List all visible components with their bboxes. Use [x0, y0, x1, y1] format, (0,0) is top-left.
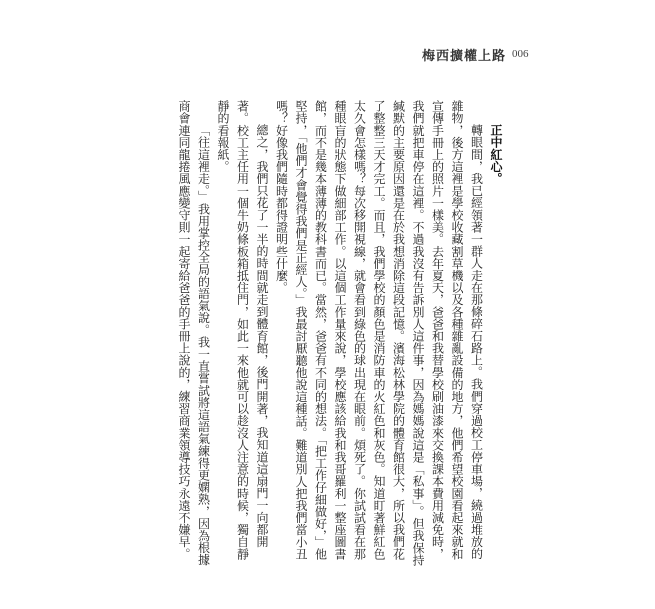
page-number: 006	[512, 48, 529, 60]
text-column: 堅持，「他們才會覺得我們是正經人。」我最討厭聽他說這種話。難道別人把我們當小丑	[294, 100, 308, 560]
text-column: 雜物，後方這裡是學校收藏割草機以及各種雜亂設備的地方，他們希望校園看起來就和	[450, 100, 464, 560]
text-column: 嗎？好像我們隨時都得證明些什麼。	[274, 100, 289, 294]
body-text	[174, 100, 506, 570]
text-column: 總之，我們只花了一半的時間就走到體育館，後門開著，我知道這扇門一向都開	[255, 124, 269, 548]
text-column: 館，而不是幾本薄薄的教科書而已。當然，爸爸有不同的想法。「把工作仔細做好，」他	[313, 100, 328, 560]
text-column: 宣傳手冊上的照片一樣美。去年夏天，爸爸和我替學校刷油漆來交換課本費用減免時，	[430, 100, 445, 560]
text-column: 了整整三天才完工。而且，我們學校的顏色是消防車的火紅色和灰色。知道盯著鮮紅色	[372, 100, 386, 560]
running-header	[422, 45, 529, 63]
text-column: 商會連同龍捲風應變守則一起寄給爸爸的手冊上說的，練習商業領導技巧永遠不嫌早。	[177, 100, 191, 560]
text-column: 著。校工主任用一個牛奶條板箱抵住門，如此一來他就可以趁沒人注意的時候，獨自靜	[235, 100, 250, 560]
text-column: 我們就把車停在這裡。不過我沒有告訴別人這件事，因為媽媽說這是「私事」。但我保持	[411, 100, 425, 566]
text-column: 太久會怎樣嗎？每次移開視線，就會看到綠色的球出現在眼前。煩死了。你試試看在那	[352, 100, 367, 560]
text-column: 緘默的主要原因還是在於我想消除這段記憶。濱海松林學院的體育館很大，所以我們花	[391, 100, 406, 560]
text-column: 種眼盲的狀態下做細部工作。以這個工作量來說，學校應該給我和我哥羅利一整座圖書	[333, 100, 347, 560]
text-column: 轉眼間，我已經領著一群人走在那條碎石路上。我們穿過校工停車場，繞過堆放的	[469, 124, 484, 560]
text-column: 靜的看報紙。	[216, 100, 230, 173]
book-title: 梅西擴權上路	[422, 48, 507, 64]
text-column: 正中紅心。	[489, 124, 503, 185]
text-column: 「往這裡走。」我用掌控全局的語氣說。我一直嘗試將這語氣練得更嫻熟，因為根據	[196, 124, 211, 566]
